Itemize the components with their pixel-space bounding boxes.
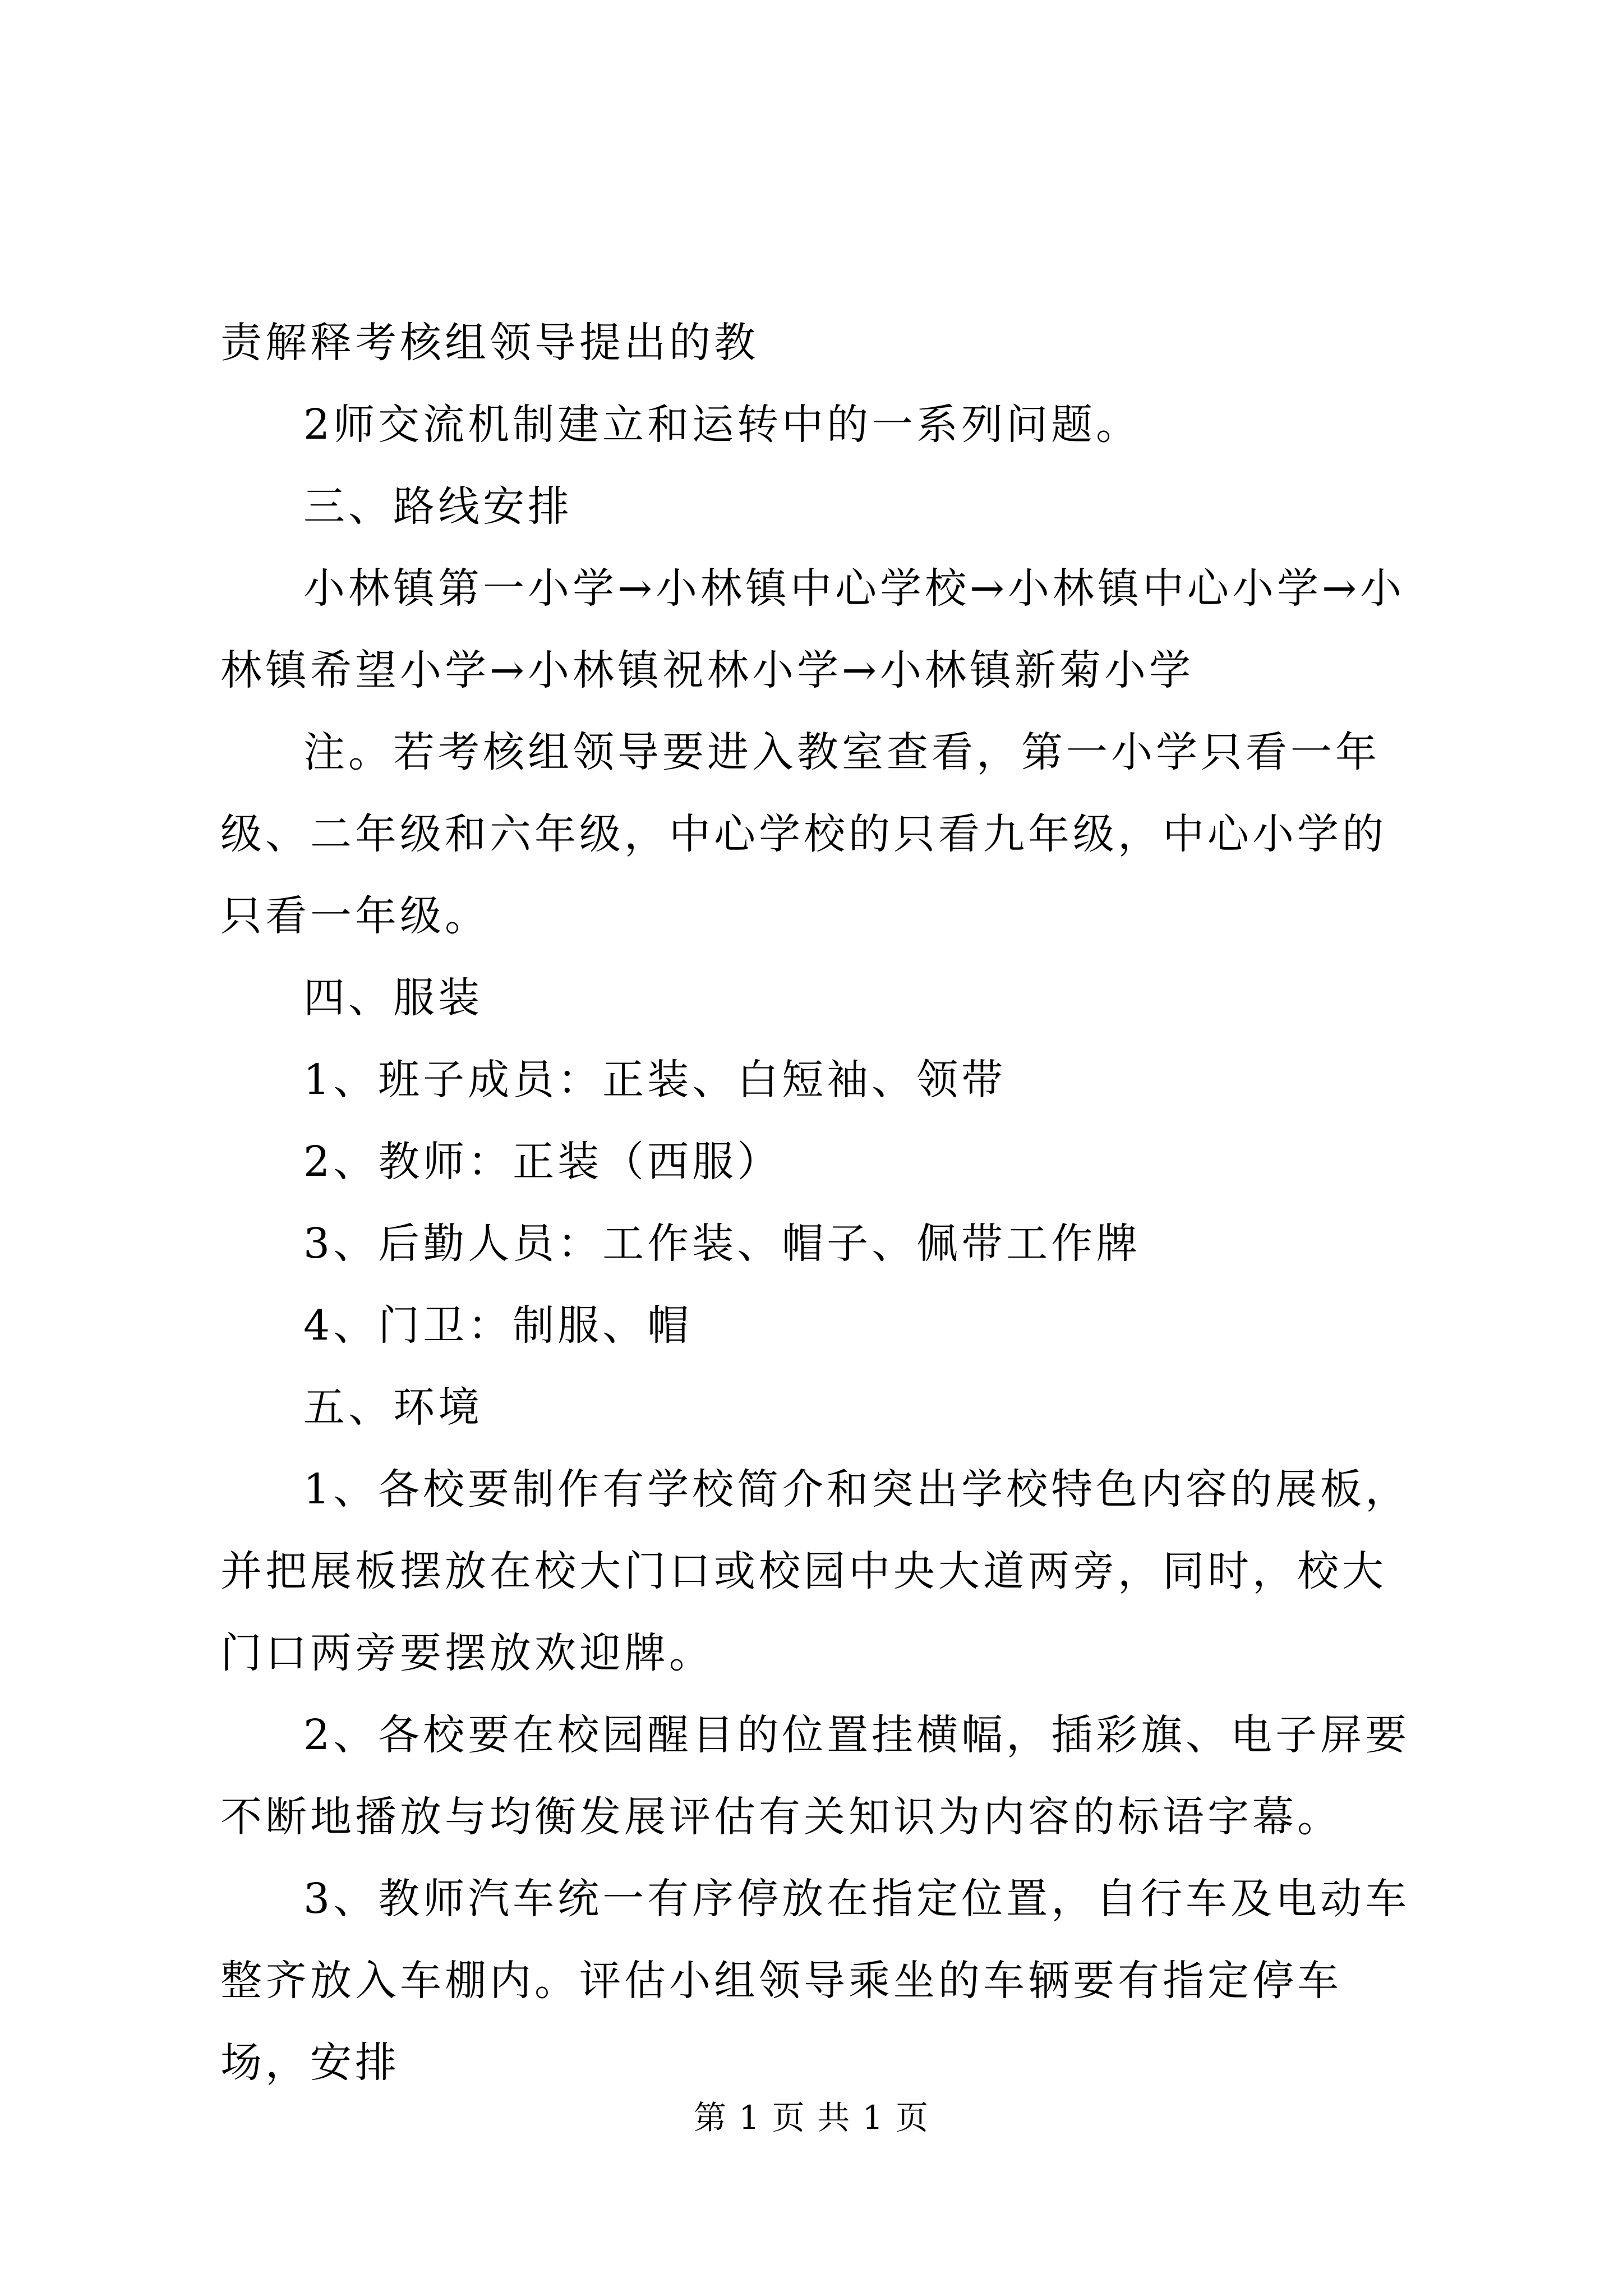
paragraph: 小林镇第一小学→小林镇中心学校→小林镇中心小学→小林镇希望小学→小林镇祝林小学→小林镇新菊小学 [220,564,1405,694]
list-item: 3、后勤人员：工作装、帽子、佩带工作牌 [303,1220,1141,1268]
list-item: 3、教师汽车统一有序停放在指定位置，自行车及电动车整齐放入车棚内。评估小组领导乘坐的车辆要有指定停车场，安排 [220,1875,1410,2087]
section-heading: 四、服装 [303,974,483,1022]
list-item: 2、各校要在校园醒目的位置挂横幅，插彩旗、电子屏要不断地播放与均衡发展评估有关知识为内容的标语字幕。 [220,1711,1410,1841]
paragraph: 2师交流机制建立和运转中的一系列问题。 [303,401,1141,449]
paragraph: 注。若考核组领导要进入教室查看，第一小学只看一年级、二年级和六年级，中心学校的只看九年级，中心小学的只看一年级。 [220,728,1387,940]
document-body [220,302,1426,2104]
section-heading: 五、环境 [303,1383,483,1432]
list-item: 1、各校要制作有学校简介和突出学校特色内容的展板，并把展板摆放在校大门口或校园中央大道两旁，同时，校大门口两旁要摆放欢迎牌。 [220,1465,1410,1677]
paragraph: 责解释考核组领导提出的教 [220,319,759,367]
section-heading: 三、路线安排 [303,482,573,531]
list-item: 2、教师：正装（西服） [303,1138,782,1186]
list-item: 4、门卫：制服、帽 [303,1301,693,1350]
list-item: 1、班子成员：正装、白短袖、领带 [303,1056,1007,1104]
page-footer: 第 1 页 共 1 页 [694,2099,929,2137]
